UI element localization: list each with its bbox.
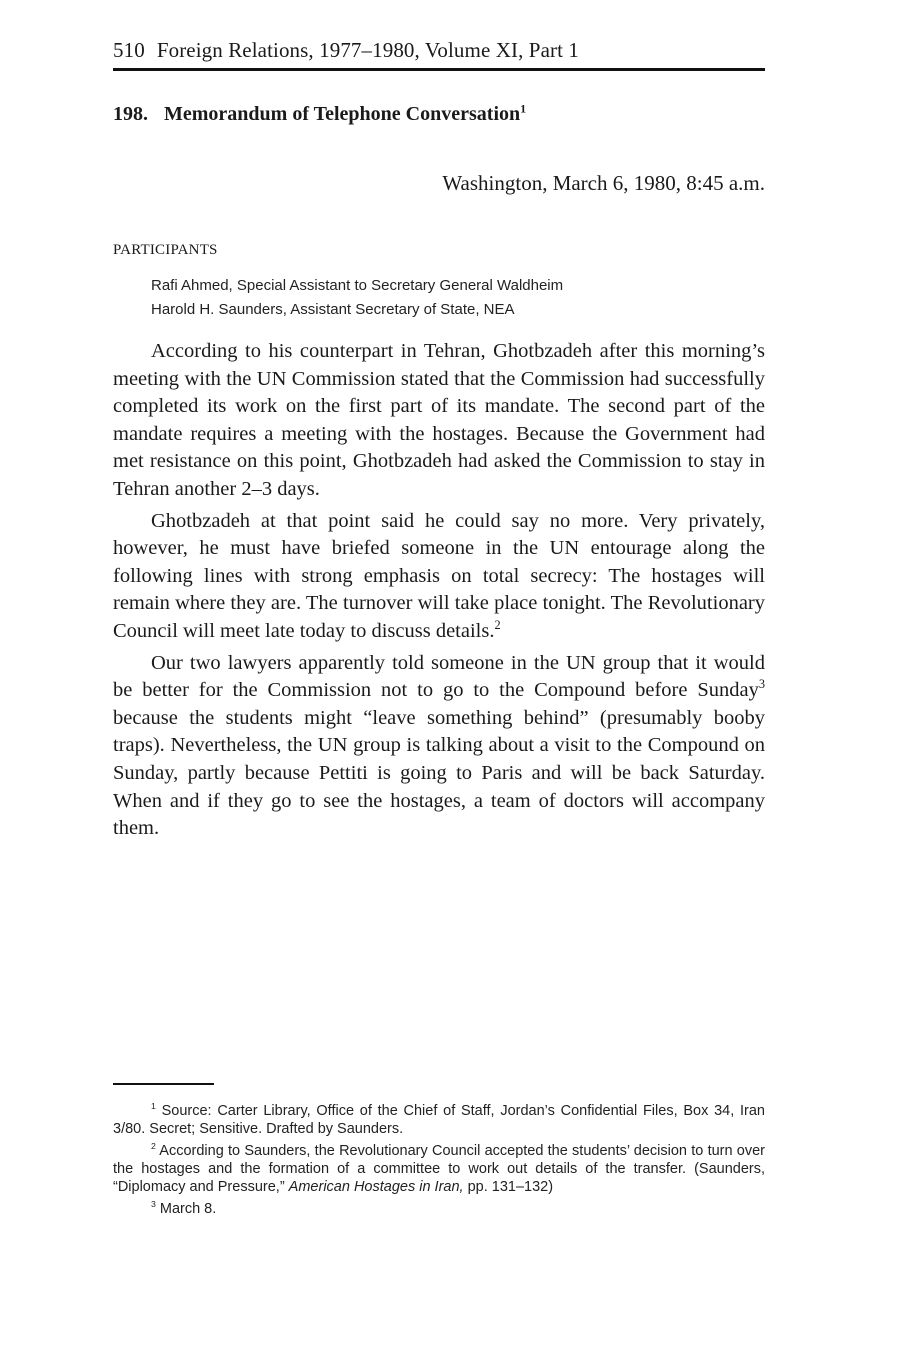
footnote-ref-1[interactable]: 1 bbox=[520, 101, 527, 116]
footnote-1-text: Source: Carter Library, Office of the Chief of Staff, Jordan’s Confidential Files, Box 34, Iran 3/80. Secret; Sensitive. Drafted by Saunders. bbox=[113, 1103, 765, 1137]
paragraph-3 bbox=[113, 650, 765, 843]
paragraph-1: According to his counterpart in Tehran, Ghotbzadeh after this morning’s meeting with the UN Commission stated that the Commission had successfully completed its work on the first part of its mandate. The second part of the mandate requires a meeting with the hostages. Because the Government had met resistance on this point, Ghotbzadeh had asked the Commission to stay in Tehran another 2–3 days. bbox=[113, 340, 765, 500]
paragraph-3-text-a: Our two lawyers apparently told someone in the UN group that it would be better for the Commission not to go to the Compound before Sunday bbox=[113, 651, 765, 702]
footnote-3-text: March 8. bbox=[155, 1201, 217, 1217]
footnotes bbox=[113, 1102, 765, 1222]
footnote-2 bbox=[113, 1142, 765, 1196]
footnote-2-mark: 2 bbox=[151, 1141, 156, 1152]
page-number: 510 bbox=[113, 38, 145, 62]
footnote-2-text-b: pp. 131–132) bbox=[463, 1179, 554, 1195]
footnote-1-mark: 1 bbox=[151, 1101, 156, 1112]
footnote-3-mark: 3 bbox=[151, 1199, 156, 1210]
volume-title: Foreign Relations, 1977–1980, Volume XI, Part 1 bbox=[156, 38, 579, 62]
document-number: 198. bbox=[113, 103, 148, 125]
header-rule bbox=[113, 68, 765, 71]
footnote-1 bbox=[113, 1102, 765, 1138]
footnote-2-book-title: American Hostages in Iran, bbox=[288, 1179, 464, 1195]
participant: Rafi Ahmed, Special Assistant to Secretary General Waldheim bbox=[151, 277, 564, 294]
body-text bbox=[113, 338, 765, 847]
paragraph-3-text-b: because the students might “leave something behind” (presumably booby traps). Nevertheless, the UN group is talking about a visit to the Compound on Sunday, partly because Pettiti is going to Paris and will be back Saturday. When and if they go to see the hostages, a team of doctors will accompany them. bbox=[113, 706, 765, 840]
document-title: Memorandum of Telephone Conversation bbox=[164, 103, 521, 125]
paragraph-2 bbox=[113, 508, 765, 646]
running-head bbox=[113, 38, 765, 63]
dateline: Washington, March 6, 1980, 8:45 a.m. bbox=[442, 171, 765, 195]
participants-label: PARTICIPANTS bbox=[113, 242, 218, 258]
footnote-2-text-a: According to Saunders, the Revolutionary Council accepted the students’ decision to turn over the hostages and the formation of a committee to work out details of the transfer. (Saunders, “Diplomacy and Pressure,” bbox=[113, 1143, 765, 1195]
footnote-3 bbox=[113, 1200, 765, 1218]
document-heading bbox=[113, 103, 526, 126]
participants-list bbox=[151, 274, 563, 322]
paragraph-2-text: Ghotbzadeh at that point said he could say no more. Very privately, however, he must have briefed someone in the UN entourage along the following lines with strong emphasis on total secrecy: The hostages will remain where they are. The turnover will take place tonight. The Revolutionary Council will meet late today to discuss details. bbox=[113, 509, 765, 642]
participant: Harold H. Saunders, Assistant Secretary of State, NEA bbox=[151, 301, 515, 318]
footnote-rule bbox=[113, 1083, 214, 1085]
footnote-ref-3[interactable]: 3 bbox=[758, 677, 765, 692]
footnote-ref-2[interactable]: 2 bbox=[494, 618, 501, 633]
